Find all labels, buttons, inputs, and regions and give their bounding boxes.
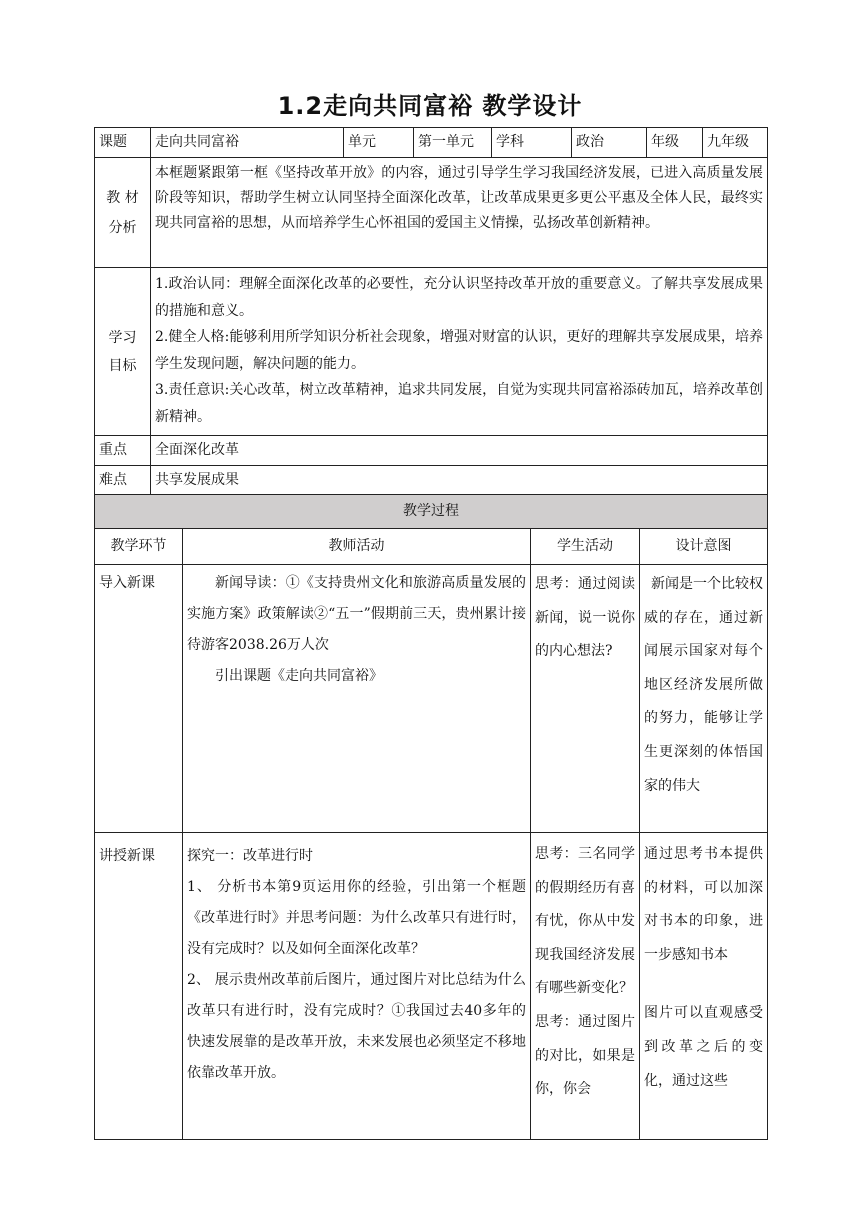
student-paragraph: 思考：通过图片的对比，如果是你，你会 — [535, 1013, 635, 1098]
difficulty-label: 难点 — [95, 466, 151, 495]
student-paragraph: 思考：三名同学的假期经历有喜有忧，你从中发现我国经济发展有哪些新变化？ — [535, 846, 635, 997]
intent-spacer — [644, 972, 763, 997]
objectives-list — [151, 268, 768, 436]
objectives-label-2: 目标 — [108, 357, 137, 374]
objective-item: 3.责任意识:关心改革，树立改革精神，追求共同发展，自觉为实现共同富裕添砖加瓦，培养改革创新精神。 — [155, 382, 763, 425]
objectives-label-1: 学习 — [108, 329, 137, 346]
grade-value: 九年级 — [703, 128, 768, 158]
subject-value: 政治 — [572, 128, 647, 158]
column-header-stage: 教学环节 — [95, 529, 183, 565]
key-point-value: 全面深化改革 — [151, 436, 768, 466]
difficulty-value: 共享发展成果 — [151, 466, 768, 495]
teacher-paragraph: 1、 分析书本第9页运用你的经验，引出第一个框题《改革进行时》并思考问题：为什么改革只有进行时，没有完成时？以及如何全面深化改革？ — [187, 879, 526, 957]
unit-label: 单元 — [344, 128, 414, 158]
process-header: 教学过程 — [95, 495, 768, 529]
key-point-label: 重点 — [95, 436, 151, 466]
process-row-new — [95, 833, 768, 1140]
grade-label: 年级 — [647, 128, 703, 158]
objectives-label — [95, 268, 151, 436]
teacher-activity — [183, 833, 531, 1140]
intent-paragraph: 通过思考书本提供的材料，可以加深对书本的印象，进一步感知书本 — [644, 846, 763, 963]
analysis-text: 本框题紧跟第一框《坚持改革开放》的内容，通过引导学生学习我国经济发展，已进入高质量发展阶段等知识，帮助学生树立认同坚持全面深化改革，让改革成果更多更公平惠及全体人民，最终实现共同富裕的思想，从而培养学生心怀祖国的爱国主义情操，弘扬改革创新精神。 — [151, 158, 768, 268]
stage-cell: 导入新课 — [95, 565, 183, 833]
unit-value: 第一单元 — [414, 128, 492, 158]
topic-label: 课题 — [95, 128, 151, 158]
analysis-row — [95, 158, 768, 268]
teacher-paragraph: 探究一：改革进行时 — [187, 848, 313, 864]
objectives-row — [95, 268, 768, 436]
subject-label: 学科 — [492, 128, 572, 158]
analysis-label-2: 分析 — [108, 219, 137, 236]
process-table — [94, 494, 768, 1140]
teacher-paragraph: 2、 展示贵州改革前后图片，通过图片对比总结为什么改革只有进行时，没有完成时？①我国过去40多年的快速发展靠的是改革开放，未来发展也必须坚定不移地依靠改革开放。 — [187, 972, 526, 1081]
intent-paragraph: 图片可以直观感受到改革之后的变化，通过这些 — [644, 1005, 763, 1089]
info-row — [95, 128, 768, 158]
design-intent: 新闻是一个比较权威的存在，通过新闻展示国家对每个地区经济发展所做的努力，能够让学生更深刻的体悟国家的伟大 — [640, 565, 768, 833]
column-header-student: 学生活动 — [531, 529, 640, 565]
column-header-teacher: 教师活动 — [183, 529, 531, 565]
process-columns-row — [95, 529, 768, 565]
topic-value: 走向共同富裕 — [151, 128, 344, 158]
process-header-row — [95, 495, 768, 529]
difficulty-row — [95, 466, 768, 495]
teacher-activity — [183, 565, 531, 833]
analysis-label-1: 教 材 — [106, 189, 139, 206]
page-title: 1.2走向共同富裕 教学设计 — [277, 92, 583, 120]
objective-item: 1.政治认同：理解全面深化改革的必要性，充分认识坚持改革开放的重要意义。了解共享发展成果的措施和意义。 — [155, 276, 763, 319]
stage-cell: 讲授新课 — [95, 833, 183, 1140]
process-row-intro — [95, 565, 768, 833]
info-table — [94, 127, 768, 495]
teacher-paragraph: 引出课题《走向共同富裕》 — [215, 668, 383, 684]
teacher-paragraph: 新闻导读：①《支持贵州文化和旅游高质量发展的实施方案》政策解读②“五一”假期前三天，贵州累计接待游客2038.26万人次 — [187, 575, 526, 653]
objective-item: 2.健全人格:能够利用所学知识分析社会现象，增强对财富的认识，更好的理解共享发展成果，培养学生发现问题，解决问题的能力。 — [155, 329, 763, 372]
student-activity — [531, 833, 640, 1140]
student-activity: 思考：通过阅读新闻，说一说你的内心想法? — [531, 565, 640, 833]
column-header-intent: 设计意图 — [640, 529, 768, 565]
design-intent — [640, 833, 768, 1140]
key-point-row — [95, 436, 768, 466]
analysis-label — [95, 158, 151, 268]
